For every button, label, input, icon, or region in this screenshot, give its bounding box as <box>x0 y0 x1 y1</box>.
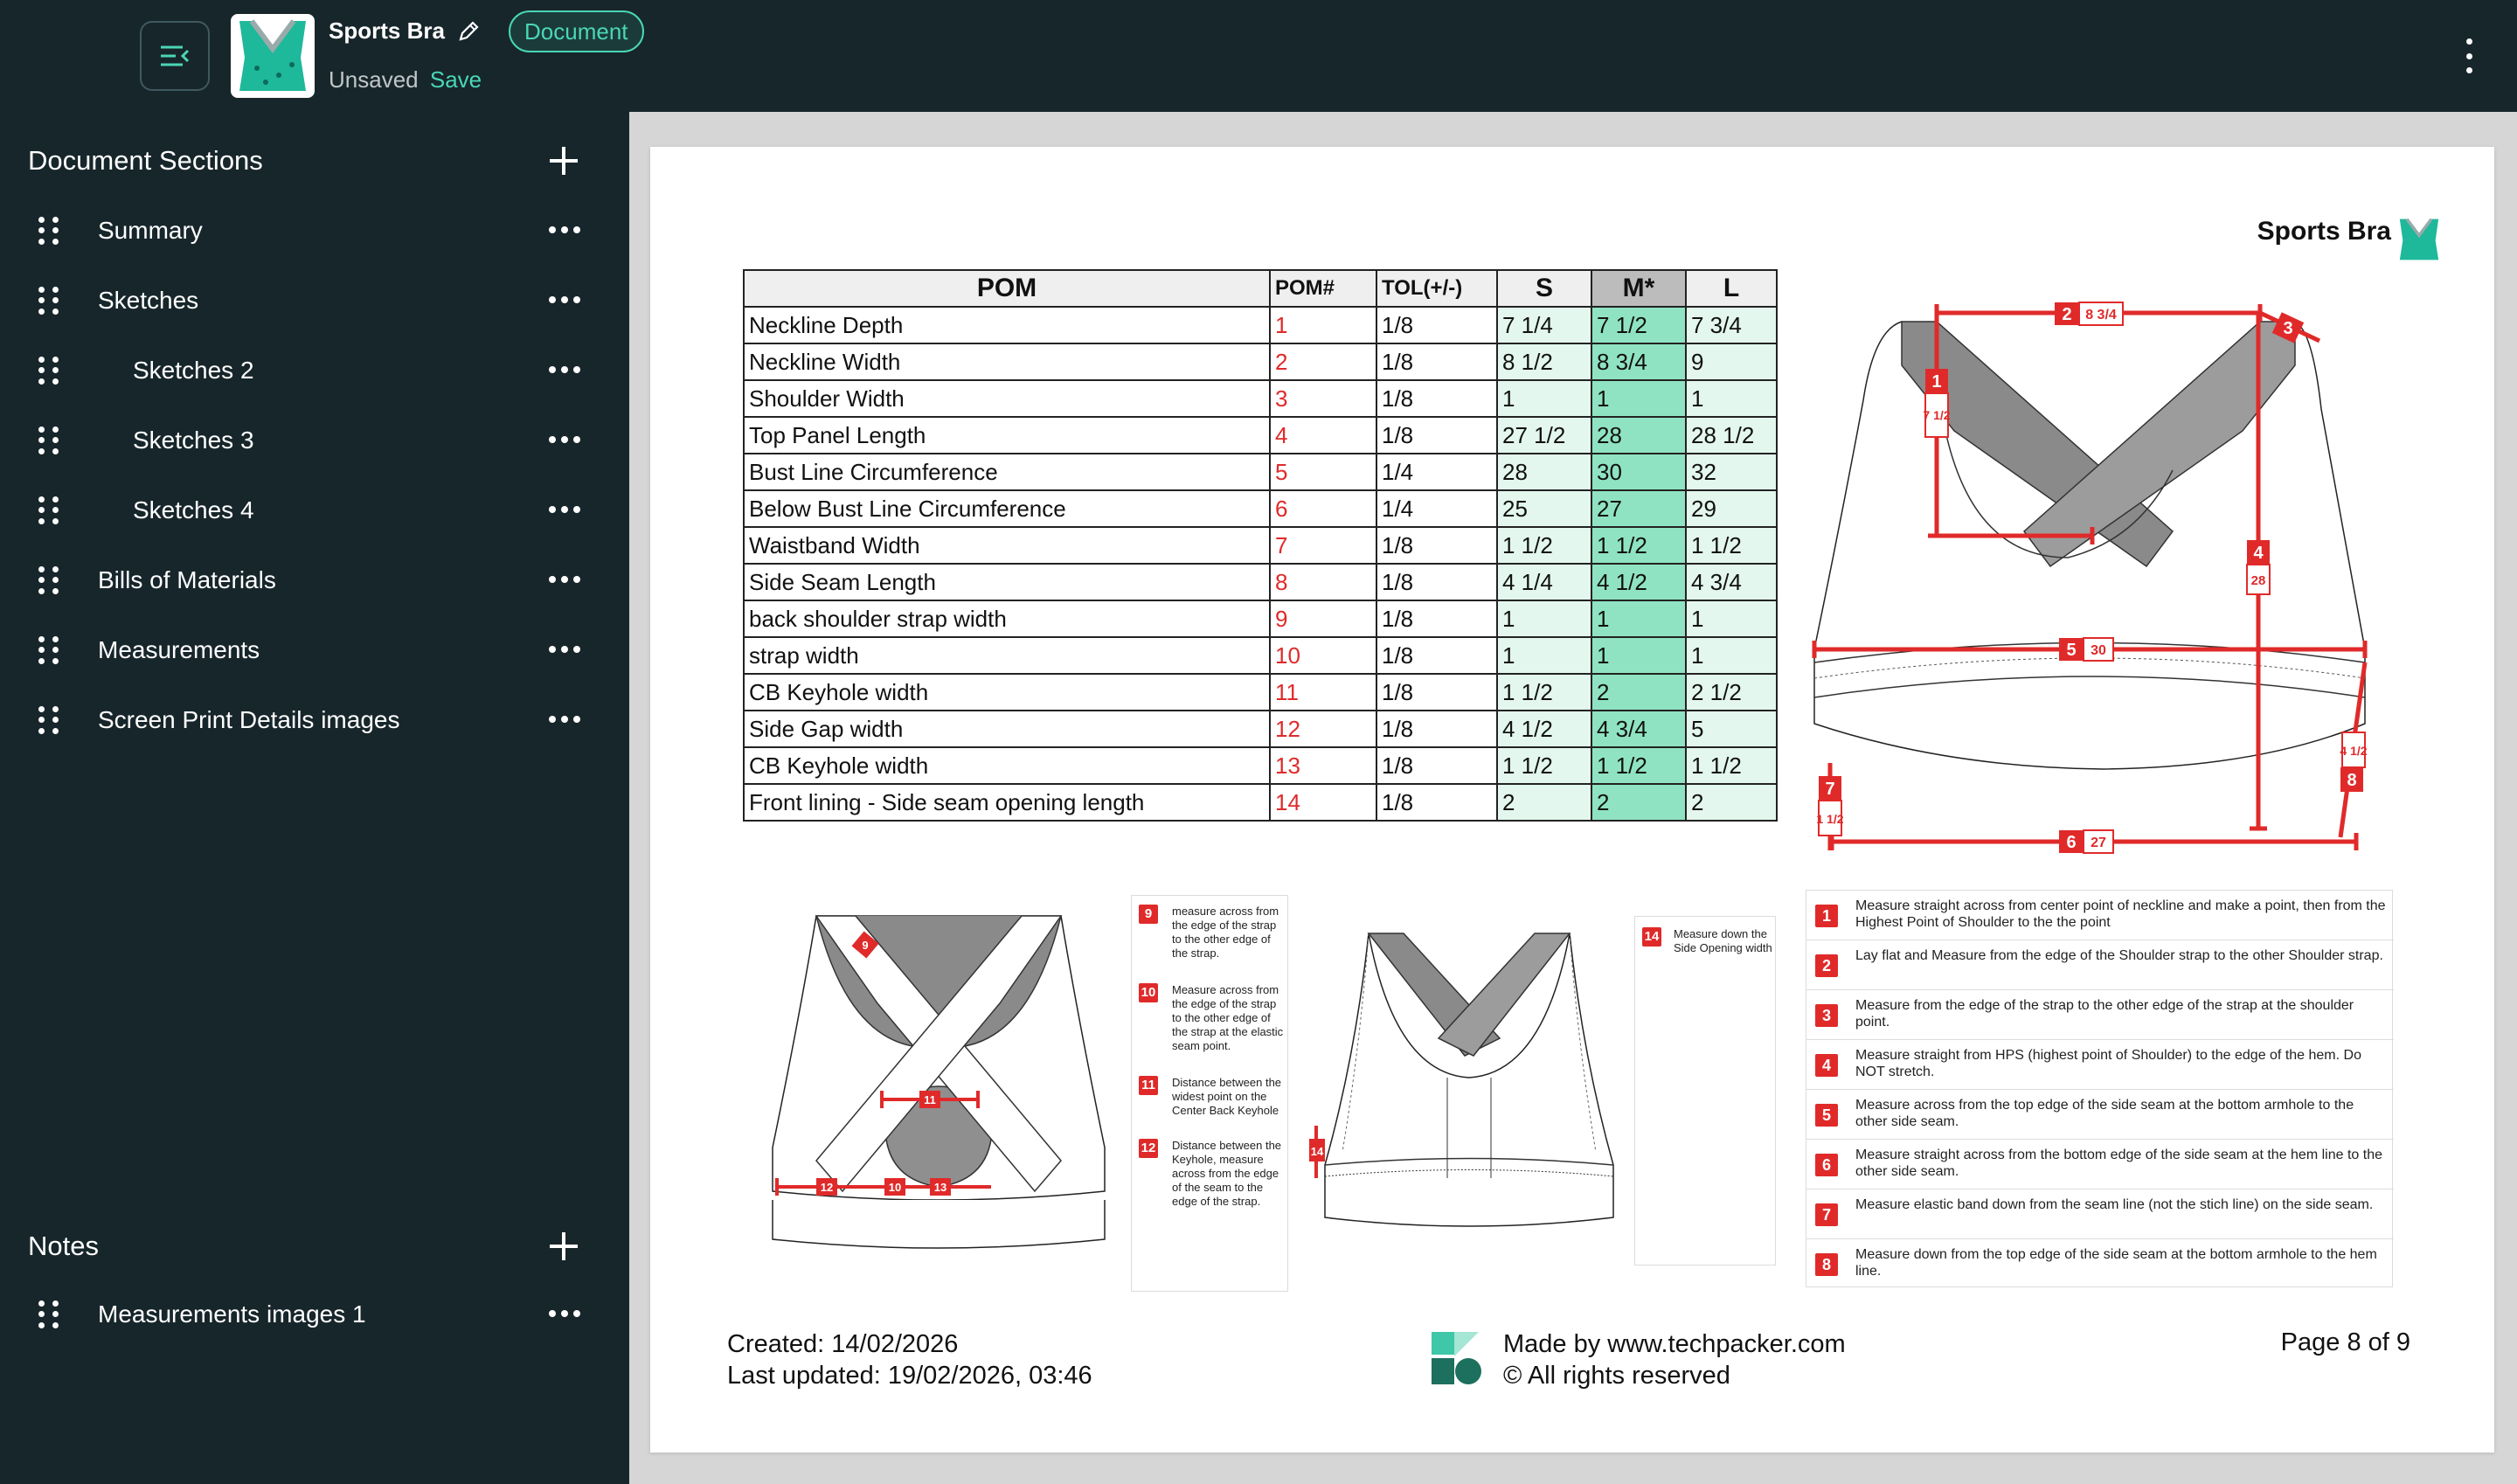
size-l-cell: 2 <box>1686 784 1777 821</box>
item-menu-icon[interactable] <box>549 436 580 445</box>
edit-pencil-icon[interactable] <box>457 20 480 43</box>
top-bar <box>0 0 2517 112</box>
size-s-cell: 1 <box>1497 600 1591 637</box>
pom-number-cell: 7 <box>1270 527 1376 564</box>
collapse-sidebar-button[interactable] <box>140 21 210 91</box>
notes-heading: Notes <box>28 1231 99 1261</box>
page-brand-thumbnail <box>2395 215 2444 264</box>
drag-handle-icon[interactable] <box>38 496 59 524</box>
pom-cell: strap width <box>744 637 1270 674</box>
sidebar-item-label: Sketches 3 <box>133 426 254 454</box>
sidebar-note-measurements-images[interactable] <box>0 1279 629 1349</box>
lining-technical-sketch <box>1307 916 1631 1248</box>
size-m-cell: 1 1/2 <box>1591 527 1686 564</box>
size-m-cell: 2 <box>1591 784 1686 821</box>
size-l-cell: 7 3/4 <box>1686 307 1777 343</box>
back-label-9: 9 <box>862 939 869 952</box>
size-s-cell: 1 1/2 <box>1497 747 1591 784</box>
size-m-cell: 7 1/2 <box>1591 307 1686 343</box>
lining-label-14: 14 <box>1310 1145 1324 1158</box>
drag-handle-icon[interactable] <box>38 287 59 315</box>
size-s-cell: 1 <box>1497 637 1591 674</box>
front-value-5: 30 <box>2091 643 2106 658</box>
pom-cell: Front lining - Side seam opening length <box>744 784 1270 821</box>
pom-number-cell: 13 <box>1270 747 1376 784</box>
front-value-4: 28 <box>2250 573 2266 588</box>
pom-number-cell: 14 <box>1270 784 1376 821</box>
size-s-cell: 1 1/2 <box>1497 674 1591 711</box>
front-label-3: 3 <box>2283 319 2293 338</box>
pom-number-cell: 8 <box>1270 564 1376 600</box>
tolerance-cell: 1/8 <box>1376 784 1497 821</box>
item-menu-icon[interactable] <box>549 716 580 725</box>
drag-handle-icon[interactable] <box>38 706 59 734</box>
sidebar-item-sketches[interactable] <box>0 266 629 336</box>
pom-cell: CB Keyhole width <box>744 747 1270 784</box>
back-legend: 9 measure across from the edge of the strap to the other edge of the strap. 10 Measure across from the edge of the strap to the other edge of the strap at the elastic seam point. 11 Distance between the widest point on the Center Back Keyhole 12 Distance between the Keyhole, measure across from the edge of the seam to the edge of the strap. <box>1131 895 1288 1292</box>
size-s-cell: 4 1/2 <box>1497 711 1591 747</box>
tolerance-cell: 1/8 <box>1376 417 1497 454</box>
table-row <box>744 527 1777 564</box>
front-label-1: 1 <box>1931 372 1942 392</box>
page-footer-credit <box>1503 1328 1846 1391</box>
lining-legend: 14 Measure down the Side Opening width <box>1634 916 1776 1266</box>
document-title-text: Sports Bra <box>329 17 445 44</box>
pom-number-cell: 9 <box>1270 600 1376 637</box>
size-s-cell: 27 1/2 <box>1497 417 1591 454</box>
tolerance-cell: 1/4 <box>1376 454 1497 490</box>
item-menu-icon[interactable] <box>549 296 580 305</box>
pom-cell: CB Keyhole width <box>744 674 1270 711</box>
size-m-cell: 1 <box>1591 600 1686 637</box>
size-l-cell: 1 <box>1686 637 1777 674</box>
size-s-cell: 25 <box>1497 490 1591 527</box>
table-row <box>744 490 1777 527</box>
pom-number-cell: 11 <box>1270 674 1376 711</box>
instruction-row-2: 2 Lay flat and Measure from the edge of the Shoulder strap to the other Shoulder strap. <box>1806 940 2394 990</box>
size-m-cell: 4 3/4 <box>1591 711 1686 747</box>
sidebar-item-sketches-3[interactable] <box>0 406 629 475</box>
front-label-5: 5 <box>2066 641 2077 660</box>
size-m-cell: 1 1/2 <box>1591 747 1686 784</box>
drag-handle-icon[interactable] <box>38 566 59 594</box>
created-date: Created: 14/02/2026 <box>727 1330 959 1358</box>
sidebar-item-screen-print-details[interactable] <box>0 685 629 755</box>
size-s-cell: 7 1/4 <box>1497 307 1591 343</box>
save-status <box>329 66 482 94</box>
pom-cell: Top Panel Length <box>744 417 1270 454</box>
measurement-instructions <box>1806 890 2393 1287</box>
table-row <box>744 380 1777 417</box>
instruction-row-1: 1 Measure straight across from center point of neckline and make a point, then from the Highest Point of Shoulder to the the point <box>1806 891 2394 940</box>
tolerance-cell: 1/8 <box>1376 564 1497 600</box>
item-menu-icon[interactable] <box>549 506 580 515</box>
add-note-icon[interactable] <box>546 1229 581 1264</box>
back-label-12: 12 <box>820 1181 834 1194</box>
size-s-cell: 1 <box>1497 380 1591 417</box>
document-type-badge: Document <box>509 10 644 52</box>
page-number: Page 8 of 9 <box>2280 1328 2410 1356</box>
pom-number-cell: 10 <box>1270 637 1376 674</box>
instruction-row-6: 6 Measure straight across from the bottom edge of the side seam at the hem line to the other side seam. <box>1806 1140 2394 1189</box>
size-l-cell: 2 1/2 <box>1686 674 1777 711</box>
pom-number-cell: 12 <box>1270 711 1376 747</box>
size-l-cell: 1 <box>1686 380 1777 417</box>
col-header-size-m: M* <box>1591 270 1686 307</box>
table-header-row <box>744 270 1777 307</box>
page-footer-dates <box>727 1328 1092 1391</box>
instruction-row-5: 5 Measure across from the top edge of the side seam at the bottom armhole to the other side seam. <box>1806 1090 2394 1140</box>
front-label-7: 7 <box>1825 780 1835 799</box>
front-label-6: 6 <box>2066 833 2077 852</box>
sidebar-item-sketches-2[interactable] <box>0 336 629 406</box>
size-s-cell: 28 <box>1497 454 1591 490</box>
col-header-pom: POM <box>744 270 1270 307</box>
back-label-13: 13 <box>933 1181 947 1194</box>
size-l-cell: 5 <box>1686 711 1777 747</box>
unsaved-label: Unsaved <box>329 66 419 93</box>
size-s-cell: 8 1/2 <box>1497 343 1591 380</box>
item-menu-icon[interactable] <box>549 576 580 585</box>
table-row <box>744 674 1777 711</box>
pom-cell: Below Bust Line Circumference <box>744 490 1270 527</box>
pom-cell: Side Seam Length <box>744 564 1270 600</box>
col-header-size-l: L <box>1686 270 1777 307</box>
sidebar-item-bills-of-materials[interactable] <box>0 545 629 615</box>
size-s-cell: 2 <box>1497 784 1591 821</box>
size-l-cell: 4 3/4 <box>1686 564 1777 600</box>
back-technical-sketch <box>764 898 1113 1266</box>
sidebar-item-measurements[interactable] <box>0 615 629 685</box>
col-header-size-s: S <box>1497 270 1591 307</box>
pom-cell: Neckline Width <box>744 343 1270 380</box>
sidebar-item-label: Screen Print Details images <box>98 706 400 733</box>
sidebar-item-label: Sketches 4 <box>133 496 254 524</box>
pom-number-cell: 2 <box>1270 343 1376 380</box>
size-m-cell: 28 <box>1591 417 1686 454</box>
document-sidebar <box>0 112 629 1484</box>
size-l-cell: 1 <box>1686 600 1777 637</box>
table-row <box>744 747 1777 784</box>
tolerance-cell: 1/8 <box>1376 674 1497 711</box>
table-row <box>744 564 1777 600</box>
item-menu-icon[interactable] <box>549 366 580 375</box>
size-m-cell: 1 <box>1591 637 1686 674</box>
sidebar-item-label: Measurements <box>98 636 260 663</box>
drag-handle-icon[interactable] <box>38 636 59 664</box>
front-value-7: 1 1/2 <box>1816 812 1844 826</box>
front-technical-sketch <box>1806 278 2409 890</box>
tolerance-cell: 1/8 <box>1376 380 1497 417</box>
drag-handle-icon[interactable] <box>38 357 59 385</box>
size-m-cell: 1 <box>1591 380 1686 417</box>
tolerance-cell: 1/8 <box>1376 637 1497 674</box>
document-page <box>650 147 2494 1453</box>
size-l-cell: 9 <box>1686 343 1777 380</box>
table-row <box>744 784 1777 821</box>
product-thumbnail[interactable] <box>231 14 315 98</box>
pom-number-cell: 3 <box>1270 380 1376 417</box>
size-m-cell: 27 <box>1591 490 1686 527</box>
instruction-row-3: 3 Measure from the edge of the strap to the other edge of the strap at the shoulder point. <box>1806 990 2394 1040</box>
size-s-cell: 1 1/2 <box>1497 527 1591 564</box>
front-label-8: 8 <box>2347 771 2357 790</box>
size-m-cell: 2 <box>1591 674 1686 711</box>
col-header-pom-number: POM# <box>1270 270 1376 307</box>
measurements-table <box>743 269 1778 822</box>
drag-handle-icon[interactable] <box>38 426 59 454</box>
size-l-cell: 29 <box>1686 490 1777 527</box>
sidebar-item-label: Measurements images 1 <box>98 1300 366 1328</box>
table-row <box>744 637 1777 674</box>
tolerance-cell: 1/8 <box>1376 600 1497 637</box>
techpacker-logo-icon <box>1430 1330 1484 1386</box>
col-header-tolerance: TOL(+/-) <box>1376 270 1497 307</box>
collapse-menu-icon <box>158 43 191 69</box>
size-m-cell: 8 3/4 <box>1591 343 1686 380</box>
tolerance-cell: 1/8 <box>1376 747 1497 784</box>
sidebar-item-label: Summary <box>98 217 203 244</box>
pom-cell: Waistband Width <box>744 527 1270 564</box>
sidebar-item-label: Bills of Materials <box>98 566 276 593</box>
size-l-cell: 1 1/2 <box>1686 527 1777 564</box>
instruction-row-4: 4 Measure straight from HPS (highest point of Shoulder) to the edge of the hem. Do NOT stretch. <box>1806 1040 2394 1090</box>
pom-cell: Shoulder Width <box>744 380 1270 417</box>
tolerance-cell: 1/8 <box>1376 307 1497 343</box>
table-row <box>744 454 1777 490</box>
size-l-cell: 28 1/2 <box>1686 417 1777 454</box>
size-l-cell: 1 1/2 <box>1686 747 1777 784</box>
size-m-cell: 30 <box>1591 454 1686 490</box>
more-options-icon[interactable] <box>2456 38 2482 73</box>
tolerance-cell: 1/8 <box>1376 527 1497 564</box>
pom-cell: Bust Line Circumference <box>744 454 1270 490</box>
save-link[interactable]: Save <box>429 66 482 93</box>
pom-number-cell: 6 <box>1270 490 1376 527</box>
back-label-11: 11 <box>924 1093 936 1106</box>
add-section-icon[interactable] <box>546 143 581 178</box>
pom-number-cell: 4 <box>1270 417 1376 454</box>
size-l-cell: 32 <box>1686 454 1777 490</box>
front-value-2: 8 3/4 <box>2085 308 2117 322</box>
table-row <box>744 343 1777 380</box>
made-by-text: Made by www.techpacker.com <box>1503 1330 1846 1358</box>
back-label-10: 10 <box>888 1181 902 1194</box>
sidebar-item-sketches-4[interactable] <box>0 475 629 545</box>
document-sections-heading: Document Sections <box>28 145 263 176</box>
rights-text: © All rights reserved <box>1503 1362 1730 1390</box>
tolerance-cell: 1/8 <box>1376 343 1497 380</box>
size-s-cell: 4 1/4 <box>1497 564 1591 600</box>
table-row <box>744 417 1777 454</box>
tolerance-cell: 1/8 <box>1376 711 1497 747</box>
front-value-8: 4 1/2 <box>2340 744 2368 758</box>
tolerance-cell: 1/4 <box>1376 490 1497 527</box>
item-menu-icon[interactable] <box>549 226 580 235</box>
front-value-6: 27 <box>2091 836 2106 850</box>
table-row <box>744 711 1777 747</box>
item-menu-icon[interactable] <box>549 1310 580 1319</box>
drag-handle-icon[interactable] <box>38 217 59 245</box>
front-value-1: 7 1/2 <box>1923 408 1951 422</box>
size-m-cell: 4 1/2 <box>1591 564 1686 600</box>
instruction-row-8: 8 Measure down from the top edge of the side seam at the bottom armhole to the hem line. <box>1806 1239 2394 1289</box>
pom-number-cell: 1 <box>1270 307 1376 343</box>
sidebar-item-label: Sketches <box>98 287 199 314</box>
item-menu-icon[interactable] <box>549 646 580 655</box>
pom-number-cell: 5 <box>1270 454 1376 490</box>
pom-cell: back shoulder strap width <box>744 600 1270 637</box>
front-label-2: 2 <box>2062 305 2072 324</box>
pom-cell: Side Gap width <box>744 711 1270 747</box>
document-title[interactable] <box>329 17 480 45</box>
pom-cell: Neckline Depth <box>744 307 1270 343</box>
updated-date: Last updated: 19/02/2026, 03:46 <box>727 1362 1092 1390</box>
sidebar-item-label: Sketches 2 <box>133 357 254 384</box>
sidebar-item-summary[interactable] <box>0 196 629 266</box>
table-row <box>744 600 1777 637</box>
drag-handle-icon[interactable] <box>38 1300 59 1328</box>
front-label-4: 4 <box>2253 544 2264 563</box>
table-row <box>744 307 1777 343</box>
page-brand-title: Sports Bra <box>2257 217 2391 246</box>
instruction-row-7: 7 Measure elastic band down from the seam line (not the stich line) on the side seam. <box>1806 1189 2394 1239</box>
